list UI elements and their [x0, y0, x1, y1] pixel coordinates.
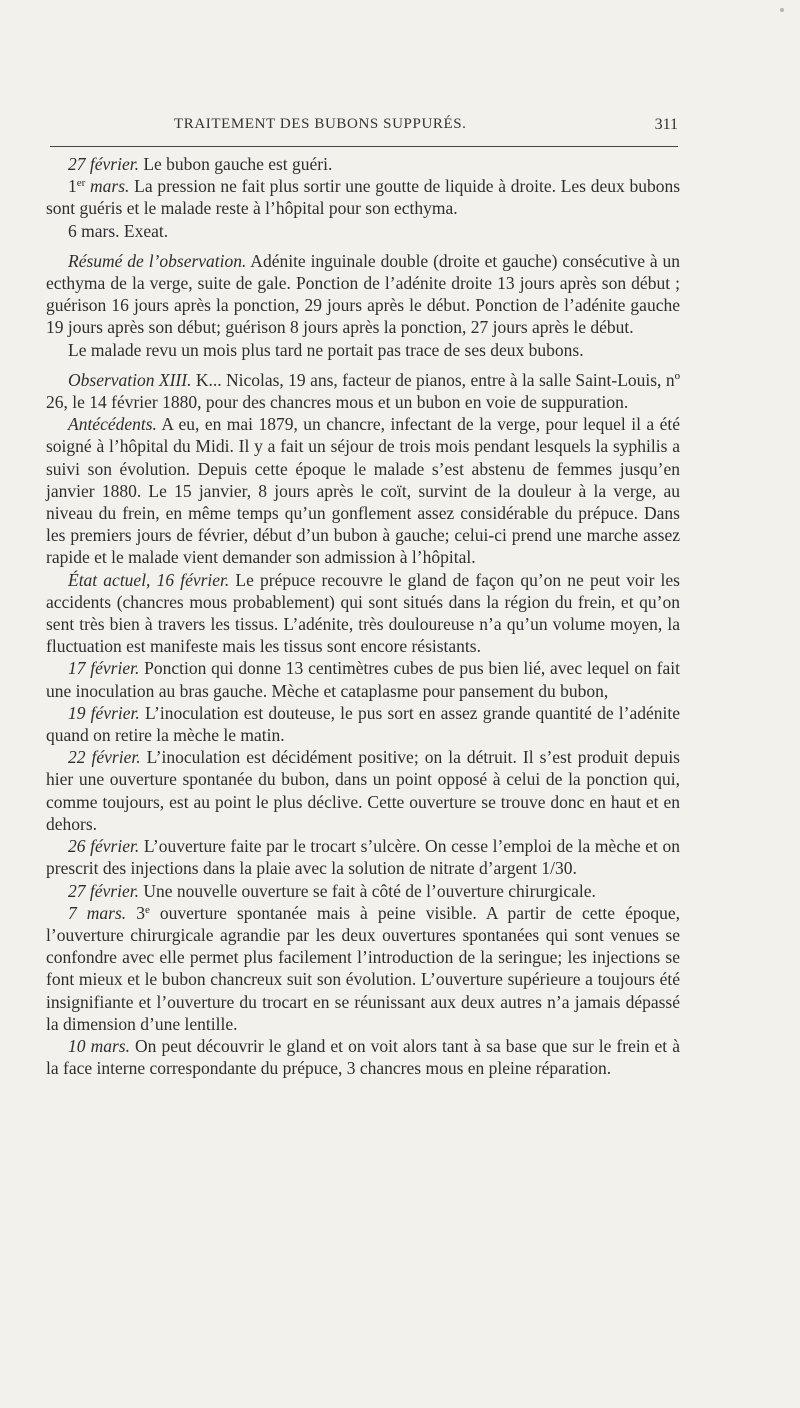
- paragraph-feb-22: [46, 746, 680, 835]
- paragraph-text: Une nouvelle ouverture se fait à côté de l’ouverture chirurgicale.: [138, 880, 596, 901]
- running-title: TRAITEMENT DES BUBONS SUPPURÉS.: [174, 116, 467, 132]
- section-label: Résumé de l’observation.: [68, 250, 247, 271]
- paragraph-resume: [46, 250, 680, 339]
- date-label: 27 février.: [68, 880, 139, 901]
- paragraph-text: K... Nicolas, 19 ans, facteur de pianos, entre à la salle Saint-Louis, nº 26, le 14 février 1880, pour des chancres mous et un bubon en voie de suppuration.: [46, 369, 680, 413]
- paragraph-text: Adénite inguinale double (droite et gauche) consécutive à un ecthyma de la verge, suite de gale. Ponction de l’adénite droite 13 jours après son début ; guérison 16 jours après la ponction, 29 jours après le début. Ponction de l’adénite gauche 19 jours après son début; guérison 8 jours après la ponction, 27 jours après le début.: [46, 250, 680, 338]
- body-text: [46, 153, 680, 1079]
- date-label: 22 février.: [68, 747, 141, 768]
- running-header: [50, 116, 678, 138]
- paragraph-feb-27-second: [46, 880, 680, 902]
- date-label: 16 février.: [150, 569, 230, 590]
- paragraph-text: L’inoculation est douteuse, le pus sort en assez grande quantité de l’adénite quand on retire la mèche le matin.: [46, 702, 680, 746]
- paragraph-text: Ponction qui donne 13 centimètres cubes de pus bien lié, avec lequel on fait une inoculation au bras gauche. Mèche et cataplasme pour pansement du bubon,: [46, 658, 680, 701]
- paragraph-text: L’ouverture faite par le trocart s’ulcère. On cesse l’emploi de la mèche et on prescrit des injections dans la plaie avec la solution de nitrate d’argent 1/30.: [46, 836, 680, 879]
- paragraph-mar-7: [46, 902, 680, 1035]
- paragraph-gap: [46, 242, 680, 250]
- paragraph-mar-6: [46, 220, 680, 242]
- date-label: 6 mars.: [68, 220, 120, 241]
- paragraph-feb-19: [46, 702, 680, 746]
- ordinal-superscript: e: [144, 903, 150, 916]
- paragraph-text: La pression ne fait plus sortir une goutte de liquide à droite. Les deux bubons sont guéris et le malade reste à l’hôpital pour son ecthyma.: [46, 176, 681, 219]
- paragraph-gap: [46, 361, 680, 369]
- paragraph-etat-actuel: [46, 569, 680, 658]
- paragraph-text: Le malade revu un mois plus tard ne portait pas trace de ses deux bubons.: [68, 339, 584, 360]
- paragraph-mar-10: [46, 1035, 680, 1079]
- date-label: 10 mars.: [68, 1035, 130, 1056]
- date-superscript: er: [76, 177, 86, 190]
- date-number: 1: [68, 176, 77, 197]
- date-label: mars.: [85, 176, 130, 197]
- paragraph-feb-17: [46, 657, 680, 701]
- paragraph-observation-13: [46, 369, 680, 413]
- paragraph-text: ouverture spontanée mais à peine visible. A partir de cette époque, l’ouverture chirurgicale agrandie par les deux ouvertures spontanées qui sont venues se confondre avec elle permet plus facilement l’introduction de la seringue; les injections se font mieux et le bubon chancreux suit son évolution. L’ouverture supérieure a toujours été insignifiante et l’ouverture du trocart en se réunissant aux deux autres n’a jamais dépassé la dimension d’une lentille.: [46, 902, 680, 1034]
- section-label: État actuel,: [68, 569, 151, 590]
- date-label: 27 février.: [68, 154, 139, 174]
- paragraph-feb-27: [46, 153, 680, 175]
- paper-speck: [780, 8, 784, 12]
- paragraph-text: On peut découvrir le gland et on voit alors tant à sa base que sur le frein et à la face interne correspondante du prépuce, 3 chancres mous en pleine réparation.: [46, 1035, 680, 1079]
- section-label: Antécédents.: [68, 414, 157, 435]
- date-label: 7 mars.: [68, 902, 127, 923]
- date-label: 26 février.: [68, 836, 140, 857]
- paragraph-text: Le bubon gauche est guéri.: [138, 154, 333, 174]
- paragraph-text: Le prépuce recouvre le gland de façon qu’on ne peut voir les accidents (chancres mous probablement) qui sont situés dans la région du frein, et qu’on sent très bien à travers les tissus. L’adénite, très douloureuse n’a qu’un volume moyen, la fluctuation est manifeste mais les tissus sont encore résistants.: [46, 569, 680, 657]
- paragraph-text: A eu, en mai 1879, un chancre, infectant de la verge, pour lequel il a été soigné à l’hôpital du Midi. Il y a fait un séjour de trois mois pendant lesquels la syphilis a suivi son évolution. Depuis cette époque le malade s’est abstenu de femmes jusqu’en janvier 1880. Le 15 janvier, 8 jours après le coït, survint de la douleur à la verge, au niveau du frein, en même temps qu’un gonflement assez considérable du prépuce. Dans les premiers jours de février, début d’un bubon à gauche; celui-ci prend une marche assez rapide et le malade vient demander son admission à l’hôpital.: [46, 414, 680, 568]
- page-number: 311: [654, 116, 678, 133]
- paragraph-feb-26: [46, 835, 680, 879]
- paragraph-text: 3: [126, 902, 145, 923]
- paragraph-mar-1: [46, 175, 680, 219]
- paragraph-text: Exeat.: [119, 220, 169, 241]
- date-label: 17 février.: [68, 658, 140, 679]
- header-rule: [50, 146, 678, 147]
- paragraph-text: L’inoculation est décidément positive; on la détruit. Il s’est produit depuis hier une ouverture spontanée du bubon, dans un point opposé à celui de la ponction qui, comme toujours, est au point le plus déclive. Cette ouverture se trouve donc en haut et en dehors.: [46, 747, 680, 834]
- paragraph-revu: [46, 339, 680, 361]
- paragraph-antecedents: [46, 413, 680, 568]
- date-label: 19 février.: [68, 702, 140, 723]
- section-label: Observation XIII.: [68, 369, 192, 390]
